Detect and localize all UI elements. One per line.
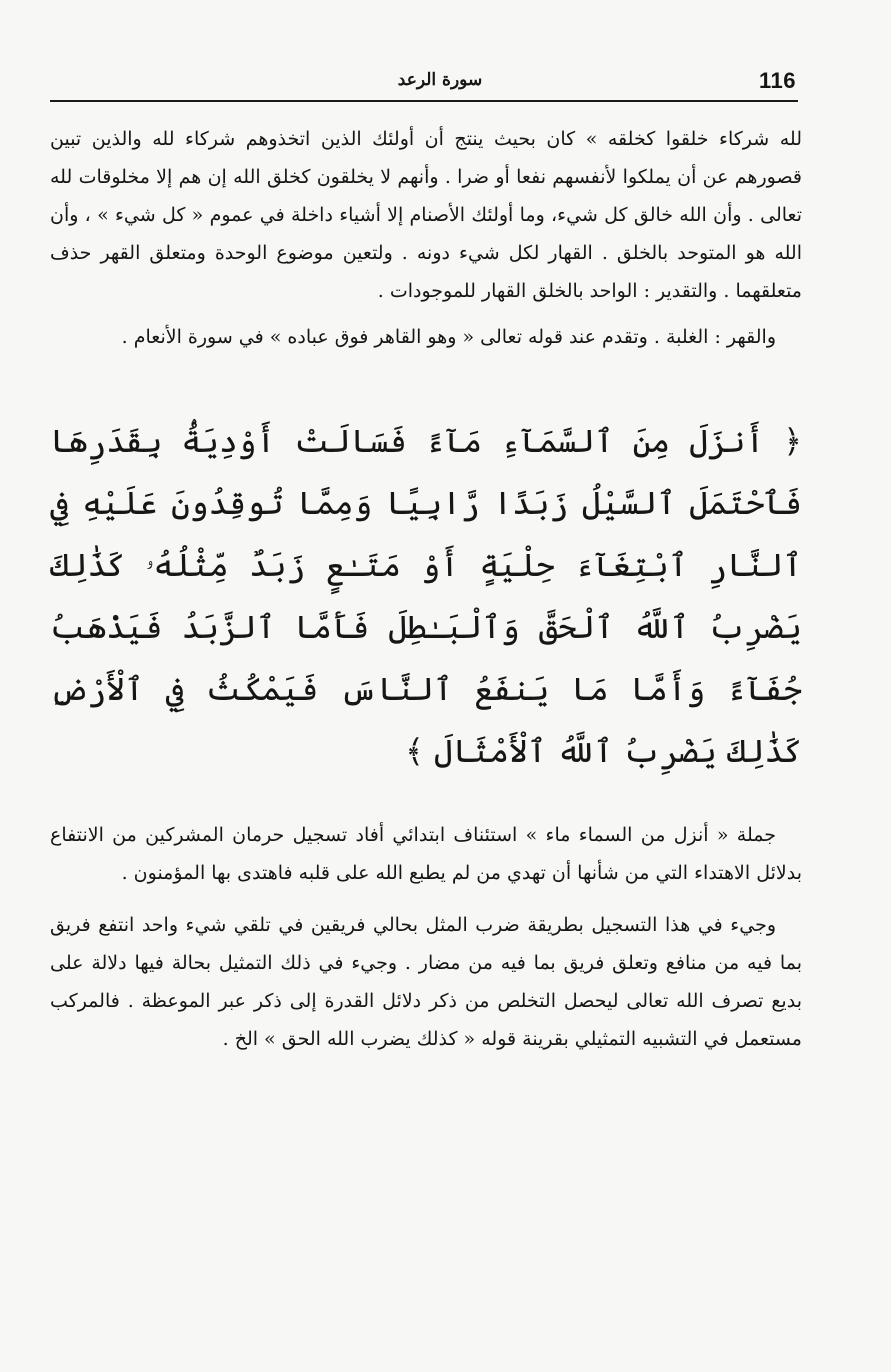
header-rule: [50, 100, 798, 102]
paragraph-4: وجيء في هذا التسجيل بطريقة ضرب المثل بحالي فريقين في تلقي شيء واحد انتفع فريق بما فيه من منافع وتعلق فريق بما فيه من مضار . وجيء في ذلك التمثيل بحالة فيها دلالة على بديع تصرف الله تعالى ليحصل التخلص من ذكر دلائل القدرة إلى ذكر عبر الموعظة . فالمركب مستعمل في التشبيه التمثيلي بقرينة قوله « كذلك يضرب الله الحق » الخ .: [50, 914, 802, 1050]
paragraph-1: لله شركاء خلقوا كخلقه » كان بحيث ينتج أن أولئك الذين اتخذوهم شركاء لله والذين تبين قصورهم عن أن يملكوا لأنفسهم نفعا أو ضرا . وأنهم لا يخلقون كخلق الله إن هم إلا مخلوقات لله تعالى . وأن الله خالق كل شيء، وما أولئك الأصنام إلا أشياء داخلة في عموم « كل شيء » ، وأن الله هو المتوحد بالخلق . القهار لكل شيء دونه . ولتعين موضوع الوحدة ومتعلق القهر حذف متعلقهما . والتقدير : الواحد بالخلق القهار للموجودات .: [50, 128, 802, 302]
paragraph-3: جملة « أنزل من السماء ماء » استئناف ابتدائي أفاد تسجيل حرمان المشركين من الانتفاع بدلائل الاهتداء التي من شأنها أن تهدي من لم يطبع الله على قلبه فاهتدى بها المؤمنون .: [50, 824, 802, 884]
page-number: 116: [759, 68, 796, 93]
page-body: [50, 120, 802, 1058]
quran-verse: ﴿ أَنزَلَ مِنَ ٱلسَّمَآءِ مَآءً فَسَالَتْ أَوْدِيَةُۢ بِقَدَرِهَا فَٱحْتَمَلَ ٱلسَّيْلُ زَبَدًا رَّابِيًا وَمِمَّا تُوقِدُونَ عَلَيْهِ فِي ٱلنَّارِ ٱبْتِغَآءَ حِلْيَةٍ أَوْ مَتَـٰعٍ زَبَدٌ مِّثْلُهُۥ كَذَٰلِكَ يَضْرِبُ ٱللَّهُ ٱلْحَقَّ وَٱلْبَـٰطِلَ فَأَمَّا ٱلزَّبَدُ فَيَذْهَبُ جُفَآءً وَأَمَّا مَا يَنفَعُ ٱلنَّاسَ فَيَمْكُثُ فِي ٱلْأَرْضِ كَذَٰلِكَ يَضْرِبُ ٱللَّهُ ٱلْأَمْثَالَ ﴾: [50, 422, 803, 770]
paragraph-2: والقهر : الغلبة . وتقدم عند قوله تعالى « وهو القاهر فوق عباده » في سورة الأنعام .: [121, 326, 776, 348]
page-header: [50, 62, 798, 102]
running-title: سورة الرعد: [397, 70, 483, 90]
